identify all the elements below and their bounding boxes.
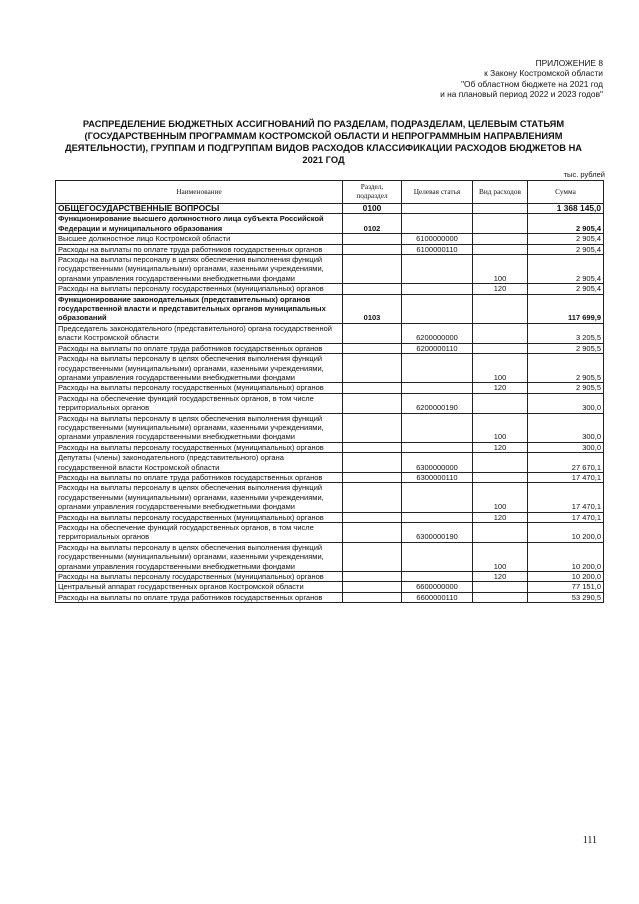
cell-type <box>473 523 528 543</box>
cell-target: 6200000000 <box>402 323 473 343</box>
table-row <box>56 294 604 323</box>
cell-sum: 17 470,1 <box>528 472 604 482</box>
table-header-row <box>56 181 604 204</box>
header-section: Раздел, подраздел <box>343 181 402 204</box>
cell-target: 6200000190 <box>402 393 473 413</box>
cell-type <box>473 234 528 244</box>
page-number: 111 <box>582 835 597 846</box>
cell-section <box>343 383 402 393</box>
cell-section <box>343 354 402 383</box>
cell-sum: 300,0 <box>528 442 604 452</box>
cell-target: 6600000000 <box>402 582 473 592</box>
cell-type <box>473 323 528 343</box>
cell-sum: 2 905,4 <box>528 255 604 284</box>
cell-section <box>343 572 402 582</box>
cell-section <box>343 523 402 543</box>
cell-section <box>343 413 402 442</box>
table-row <box>56 284 604 294</box>
table-row <box>56 204 604 214</box>
cell-sum: 2 905,4 <box>528 214 604 234</box>
cell-section <box>343 343 402 353</box>
cell-target: 6300000110 <box>402 472 473 482</box>
table-row <box>56 413 604 442</box>
header-sum: Сумма <box>528 181 604 204</box>
cell-target: 6200000110 <box>402 343 473 353</box>
cell-target <box>402 572 473 582</box>
cell-sum: 300,0 <box>528 393 604 413</box>
cell-section: 0103 <box>343 294 402 323</box>
cell-sum: 1 368 145,0 <box>528 204 604 214</box>
cell-type <box>473 244 528 254</box>
cell-name: Расходы на обеспечение функций государственных органов, в том числе территориальных органов <box>56 523 343 543</box>
cell-sum: 3 205,5 <box>528 323 604 343</box>
cell-name: Депутаты (члены) законодательного (представительного) органа государственной власти Костромской области <box>56 453 343 473</box>
cell-section <box>343 255 402 284</box>
cell-target <box>402 354 473 383</box>
cell-target: 6600000110 <box>402 592 473 602</box>
cell-sum: 300,0 <box>528 413 604 442</box>
cell-type: 120 <box>473 383 528 393</box>
cell-name: Расходы на выплаты персоналу государственных (муниципальных) органов <box>56 284 343 294</box>
cell-sum: 2 905,4 <box>528 284 604 294</box>
header-type: Вид расходов <box>473 181 528 204</box>
cell-section <box>343 393 402 413</box>
cell-type: 100 <box>473 483 528 512</box>
cell-name: Функционирование законодательных (представительных) органов государственной власти и представительных органов муниципальных образований <box>56 294 343 323</box>
cell-section <box>343 234 402 244</box>
cell-type <box>473 214 528 234</box>
cell-type <box>473 453 528 473</box>
cell-name: Расходы на выплаты персоналу в целях обеспечения выполнения функций государственными (муниципальными) органами, казенными учреждениями, органами управления государственными внебюджетными фондами <box>56 354 343 383</box>
table-row <box>56 255 604 284</box>
cell-target: 6100000000 <box>402 234 473 244</box>
cell-type <box>473 294 528 323</box>
cell-target <box>402 294 473 323</box>
table-row <box>56 572 604 582</box>
cell-target <box>402 442 473 452</box>
table-row <box>56 244 604 254</box>
cell-section <box>343 512 402 522</box>
cell-type: 120 <box>473 442 528 452</box>
cell-section <box>343 483 402 512</box>
table-row <box>56 453 604 473</box>
table-row <box>56 393 604 413</box>
cell-sum: 10 200,0 <box>528 542 604 571</box>
table-row <box>56 472 604 482</box>
cell-sum: 2 905,5 <box>528 383 604 393</box>
cell-sum: 77 151,0 <box>528 582 604 592</box>
cell-type: 120 <box>473 572 528 582</box>
annex-law-period: и на плановый период 2022 и 2023 годов" <box>440 89 603 100</box>
cell-section <box>343 453 402 473</box>
cell-section <box>343 244 402 254</box>
cell-name: Расходы на выплаты персоналу в целях обеспечения выполнения функций государственными (муниципальными) органами, казенными учреждениями, органами управления государственными внебюджетными фондами <box>56 413 343 442</box>
cell-name: Председатель законодательного (представительного) органа государственной власти Костромской области <box>56 323 343 343</box>
cell-name: Расходы на выплаты персоналу в целях обеспечения выполнения функций государственными (муниципальными) органами, казенными учреждениями, органами управления государственными внебюджетными фондами <box>56 542 343 571</box>
table-row <box>56 523 604 543</box>
table-body <box>56 204 604 603</box>
cell-target <box>402 204 473 214</box>
cell-target <box>402 284 473 294</box>
cell-sum: 27 670,1 <box>528 453 604 473</box>
table-row <box>56 582 604 592</box>
table-row <box>56 542 604 571</box>
cell-name: Центральный аппарат государственных органов Костромской области <box>56 582 343 592</box>
cell-name: Функционирование высшего должностного лица субъекта Российской Федерации и муниципального образования <box>56 214 343 234</box>
cell-target <box>402 383 473 393</box>
cell-type: 100 <box>473 354 528 383</box>
cell-type <box>473 393 528 413</box>
cell-target <box>402 512 473 522</box>
cell-name: Высшее должностное лицо Костромской области <box>56 234 343 244</box>
cell-target <box>402 542 473 571</box>
cell-name: Расходы на выплаты персоналу в целях обеспечения выполнения функций государственными (муниципальными) органами, казенными учреждениями, органами управления государственными внебюджетными фондами <box>56 255 343 284</box>
cell-section <box>343 542 402 571</box>
document-title: РАСПРЕДЕЛЕНИЕ БЮДЖЕТНЫХ АССИГНОВАНИЙ ПО РАЗДЕЛАМ, ПОДРАЗДЕЛАМ, ЦЕЛЕВЫМ СТАТЬЯМ (ГОСУДАРСТВЕННЫМ ПРОГРАММАМ КОСТРОМСКОЙ ОБЛАСТИ И НЕПРОГРАММНЫМ НАПРАВЛЕНИЯМ ДЕЯТЕЛЬНОСТИ), ГРУППАМ И ПОДГРУППАМ ВИДОВ РАСХОДОВ КЛАССИФИКАЦИИ РАСХОДОВ БЮДЖЕТОВ НА 2021 ГОД <box>64 119 583 165</box>
cell-name: Расходы на выплаты по оплате труда работников государственных органов <box>56 343 343 353</box>
unit-label: тыс. рублей <box>563 170 605 179</box>
cell-name: Расходы на выплаты персоналу государственных (муниципальных) органов <box>56 442 343 452</box>
table-row <box>56 214 604 234</box>
cell-target: 6300000000 <box>402 453 473 473</box>
cell-type: 100 <box>473 413 528 442</box>
table-row <box>56 512 604 522</box>
cell-sum: 2 905,4 <box>528 234 604 244</box>
cell-name: Расходы на обеспечение функций государственных органов, в том числе территориальных органов <box>56 393 343 413</box>
cell-target <box>402 413 473 442</box>
cell-target <box>402 483 473 512</box>
cell-type: 120 <box>473 512 528 522</box>
cell-sum: 2 905,5 <box>528 354 604 383</box>
annex-number: ПРИЛОЖЕНИЕ 8 <box>535 58 603 68</box>
cell-section <box>343 323 402 343</box>
cell-sum: 17 470,1 <box>528 483 604 512</box>
cell-type <box>473 582 528 592</box>
cell-sum: 53 290,5 <box>528 592 604 602</box>
cell-sum: 10 200,0 <box>528 523 604 543</box>
cell-target <box>402 255 473 284</box>
cell-section <box>343 284 402 294</box>
budget-table <box>55 180 604 603</box>
table-row <box>56 343 604 353</box>
cell-type: 120 <box>473 284 528 294</box>
cell-target <box>402 214 473 234</box>
cell-name: ОБЩЕГОСУДАРСТВЕННЫЕ ВОПРОСЫ <box>56 204 343 214</box>
cell-section <box>343 582 402 592</box>
cell-sum: 117 699,9 <box>528 294 604 323</box>
cell-type: 100 <box>473 542 528 571</box>
cell-type <box>473 472 528 482</box>
cell-name: Расходы на выплаты по оплате труда работников государственных органов <box>56 244 343 254</box>
cell-name: Расходы на выплаты по оплате труда работников государственных органов <box>56 592 343 602</box>
table-row <box>56 483 604 512</box>
cell-section: 0100 <box>343 204 402 214</box>
table-row <box>56 592 604 602</box>
cell-section <box>343 472 402 482</box>
cell-section <box>343 442 402 452</box>
cell-name: Расходы на выплаты персоналу в целях обеспечения выполнения функций государственными (муниципальными) органами, казенными учреждениями, органами управления государственными внебюджетными фондами <box>56 483 343 512</box>
cell-name: Расходы на выплаты персоналу государственных (муниципальных) органов <box>56 383 343 393</box>
table-row <box>56 234 604 244</box>
table-row <box>56 442 604 452</box>
annex-law-title: "Об областном бюджете на 2021 год <box>461 78 603 89</box>
cell-type <box>473 592 528 602</box>
header-target: Целевая статья <box>402 181 473 204</box>
cell-type: 100 <box>473 255 528 284</box>
table-row <box>56 323 604 343</box>
cell-name: Расходы на выплаты по оплате труда работников государственных органов <box>56 472 343 482</box>
annex-header <box>440 58 603 100</box>
cell-section: 0102 <box>343 214 402 234</box>
table-row <box>56 354 604 383</box>
cell-target: 6100000110 <box>402 244 473 254</box>
cell-target: 6300000190 <box>402 523 473 543</box>
cell-type <box>473 343 528 353</box>
cell-name: Расходы на выплаты персоналу государственных (муниципальных) органов <box>56 572 343 582</box>
header-name: Наименование <box>56 181 343 204</box>
cell-name: Расходы на выплаты персоналу государственных (муниципальных) органов <box>56 512 343 522</box>
table-row <box>56 383 604 393</box>
cell-sum: 2 905,4 <box>528 244 604 254</box>
cell-type <box>473 204 528 214</box>
cell-sum: 10 200,0 <box>528 572 604 582</box>
cell-section <box>343 592 402 602</box>
cell-sum: 2 905,5 <box>528 343 604 353</box>
annex-law-ref: к Закону Костромской области <box>484 68 603 79</box>
cell-sum: 17 470,1 <box>528 512 604 522</box>
